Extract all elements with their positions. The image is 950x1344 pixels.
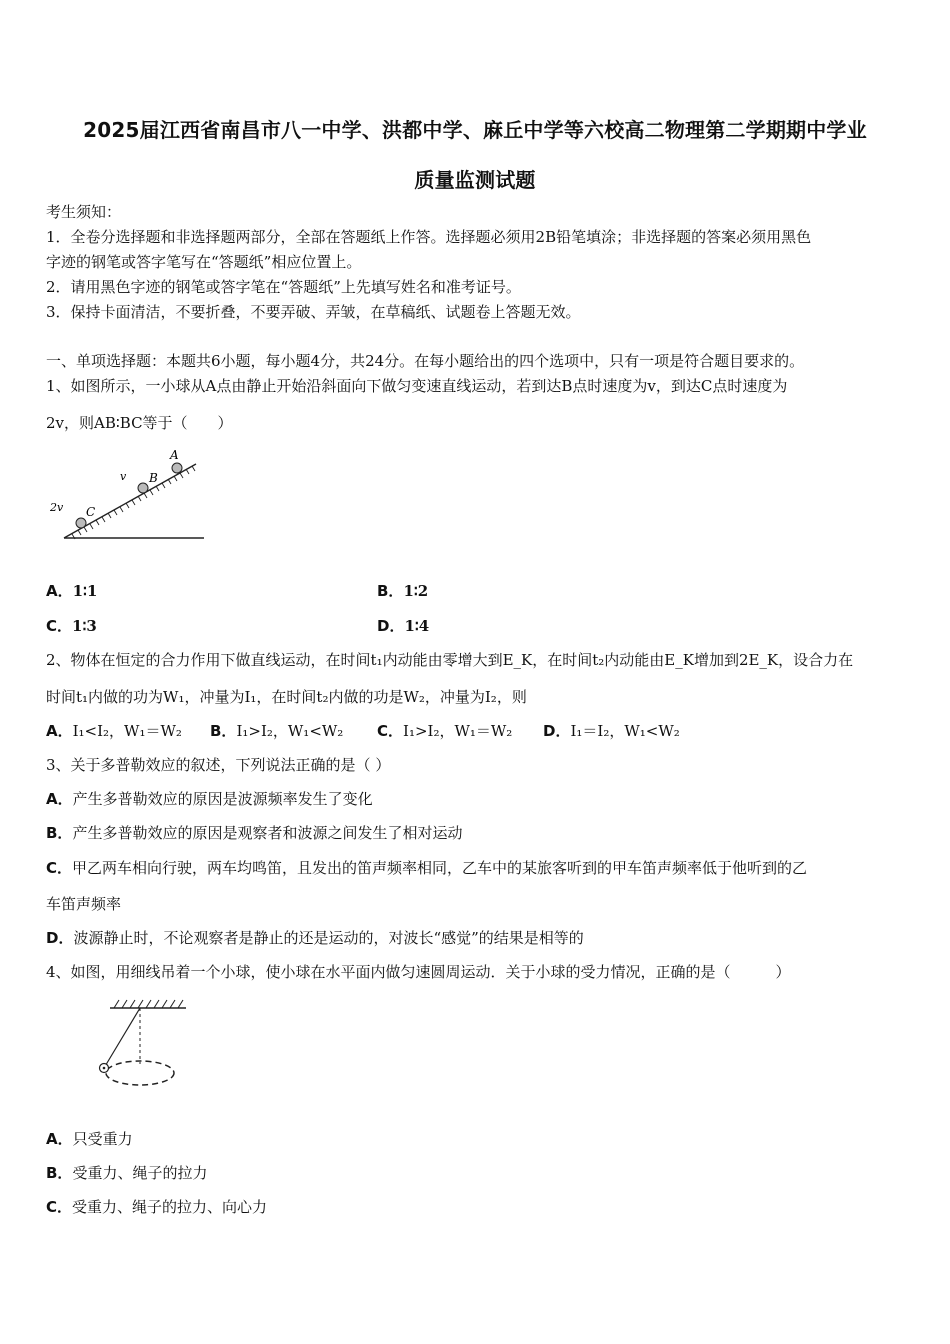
q1-label-2v: 2v [50,501,64,514]
q3-option-c: C．甲乙两车相向行驶，两车均鸣笛，且发出的笛声频率相同，乙车中的某旅客听到的甲车笛声频率低于他听到的乙 [46,859,808,877]
notice-heading: 考生须知： [46,203,122,221]
q1-option-a: A．1∶1 [46,582,98,600]
notice-item-2: 2．请用黑色字迹的钢笔或答字笔在“答题纸”上先填写姓名和准考证号。 [46,278,521,296]
q3-stem: 3、关于多普勒效应的叙述，下列说法正确的是（ ） [46,756,391,774]
q4-conical-pendulum-figure [90,996,220,1104]
notice-item-3: 3．保持卡面清洁，不要折叠，不要弄破、弄皱，在草稿纸、试题卷上答题无效。 [46,303,581,321]
q1-label-v: v [120,470,127,483]
q3-option-d: D．波源静止时，不论观察者是静止的还是运动的，对波长“感觉”的结果是相等的 [46,929,584,947]
q1-option-d: D．1∶4 [377,617,430,635]
section-1-heading: 一、单项选择题：本题共6小题，每小题4分，共24分。在每小题给出的四个选项中，只有一项是符合题目要求的。 [46,352,805,370]
q4-option-b: B．受重力、绳子的拉力 [46,1164,208,1182]
exam-title-line-2: 质量监测试题 [414,168,536,192]
q1-incline-figure [44,450,214,545]
q3-option-b: B．产生多普勒效应的原因是观察者和波源之间发生了相对运动 [46,824,463,842]
q1-option-c: C．1∶3 [46,617,97,635]
q4-option-a: A．只受重力 [46,1130,133,1148]
q1-stem-line-1: 1、如图所示，一小球从A点由静止开始沿斜面向下做匀变速直线运动，若到达B点时速度为v，到达C点时速度为 [46,377,788,395]
q4-option-c: C．受重力、绳子的拉力、向心力 [46,1198,268,1216]
q2-stem-line-2: 时间t₁内做的功为W₁，冲量为I₁，在时间t₂内做的功是W₂，冲量为I₂，则 [46,688,527,706]
q3-option-c-cont: 车笛声频率 [46,895,122,913]
notice-item-1: 1．全卷分选择题和非选择题两部分，全部在答题纸上作答。选择题必须用2B铅笔填涂；非选择题的答案必须用黑色 [46,228,812,246]
q2-option-a: A．I₁<I₂，W₁＝W₂ [46,722,182,740]
q2-option-d: D．I₁＝I₂，W₁<W₂ [543,722,680,740]
q1-label-B: B [149,471,158,485]
q2-option-b: B．I₁>I₂，W₁<W₂ [210,722,344,740]
q3-option-a: A．产生多普勒效应的原因是波源频率发生了变化 [46,790,373,808]
q1-option-b: B．1∶2 [377,582,429,600]
q4-stem: 4、如图，用细线吊着一个小球，使小球在水平面内做匀速圆周运动．关于小球的受力情况，正确的是（ ） [46,963,791,981]
q1-label-C: C [86,505,96,519]
notice-item-1-cont: 字迹的钢笔或答字笔写在“答题纸”相应位置上。 [46,253,362,271]
q1-label-A: A [170,450,179,462]
q2-option-c: C．I₁>I₂，W₁＝W₂ [377,722,513,740]
exam-title-line-1: 2025届江西省南昌市八一中学、洪都中学、麻丘中学等六校高二物理第二学期期中学业 [83,118,867,142]
q2-stem-line-1: 2、物体在恒定的合力作用下做直线运动，在时间t₁内动能由零增大到E_K，在时间t₂内动能由E_K增加到2E_K，设合力在 [46,651,854,669]
q1-stem-line-2: 2v，则AB∶BC等于（ ） [46,414,233,432]
